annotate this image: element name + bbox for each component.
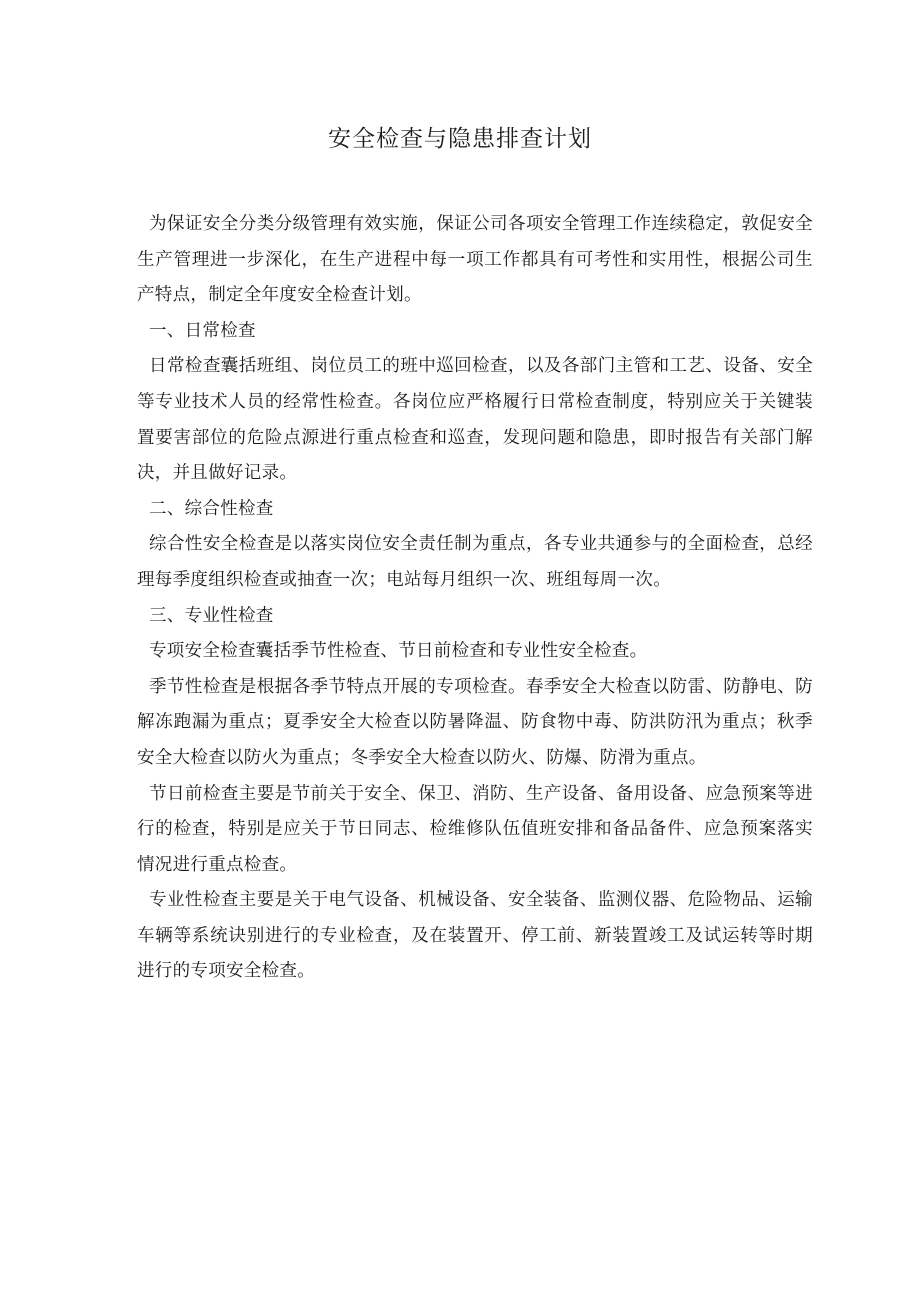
holiday-check-paragraph: 节日前检查主要是节前关于安全、保卫、消防、生产设备、备用设备、应急预案等进行的检查，特别是应关于节日同志、检维修队伍值班安排和备品备件、应急预案落实情况进行重点检查。	[137, 783, 813, 875]
seasonal-check-paragraph: 季节性检查是根据各季节特点开展的专项检查。春季安全大检查以防雷、防静电、防解冻跑漏为重点；夏季安全大检查以防暑降温、防食物中毒、防洪防汛为重点；秋季安全大检查以防火为重点；冬季安全大检查以防火、防爆、防滑为重点。	[137, 676, 813, 768]
section-heading-professional: 三、专业性检查	[149, 605, 274, 626]
document-body	[137, 207, 813, 990]
special-check-paragraph: 专项安全检查囊括季节性检查、节日前检查和专业性安全检查。	[149, 641, 648, 662]
comprehensive-check-paragraph: 综合性安全检查是以落实岗位安全责任制为重点，各专业共通参与的全面检查，总经理每季度组织检查或抽查一次；电站每月组织一次、班组每周一次。	[137, 534, 813, 590]
page-title: 安全检查与隐患排查计划	[328, 126, 592, 152]
daily-check-paragraph: 日常检查囊括班组、岗位员工的班中巡回检查，以及各部门主管和工艺、设备、安全等专业技术人员的经常性检查。各岗位应严格履行日常检查制度，特别应关于关键装置要害部位的危险点源进行重点检查和巡查，发现问题和隐患，即时报告有关部门解决，并且做好记录。	[137, 356, 813, 484]
section-heading-comprehensive: 二、综合性检查	[149, 498, 274, 519]
section-heading-daily: 一、日常检查	[149, 320, 256, 341]
professional-check-paragraph: 专业性检查主要是关于电气设备、机械设备、安全装备、监测仪器、危险物品、运输车辆等系统诀别进行的专业检查，及在装置开、停工前、新装置竣工及试运转等时期进行的专项安全检查。	[137, 890, 813, 982]
intro-paragraph: 为保证安全分类分级管理有效实施，保证公司各项安全管理工作连续稳定，敦促安全生产管理进一步深化，在生产进程中每一项工作都具有可考性和实用性，根据公司生产特点，制定全年度安全检查计划。	[137, 214, 813, 306]
